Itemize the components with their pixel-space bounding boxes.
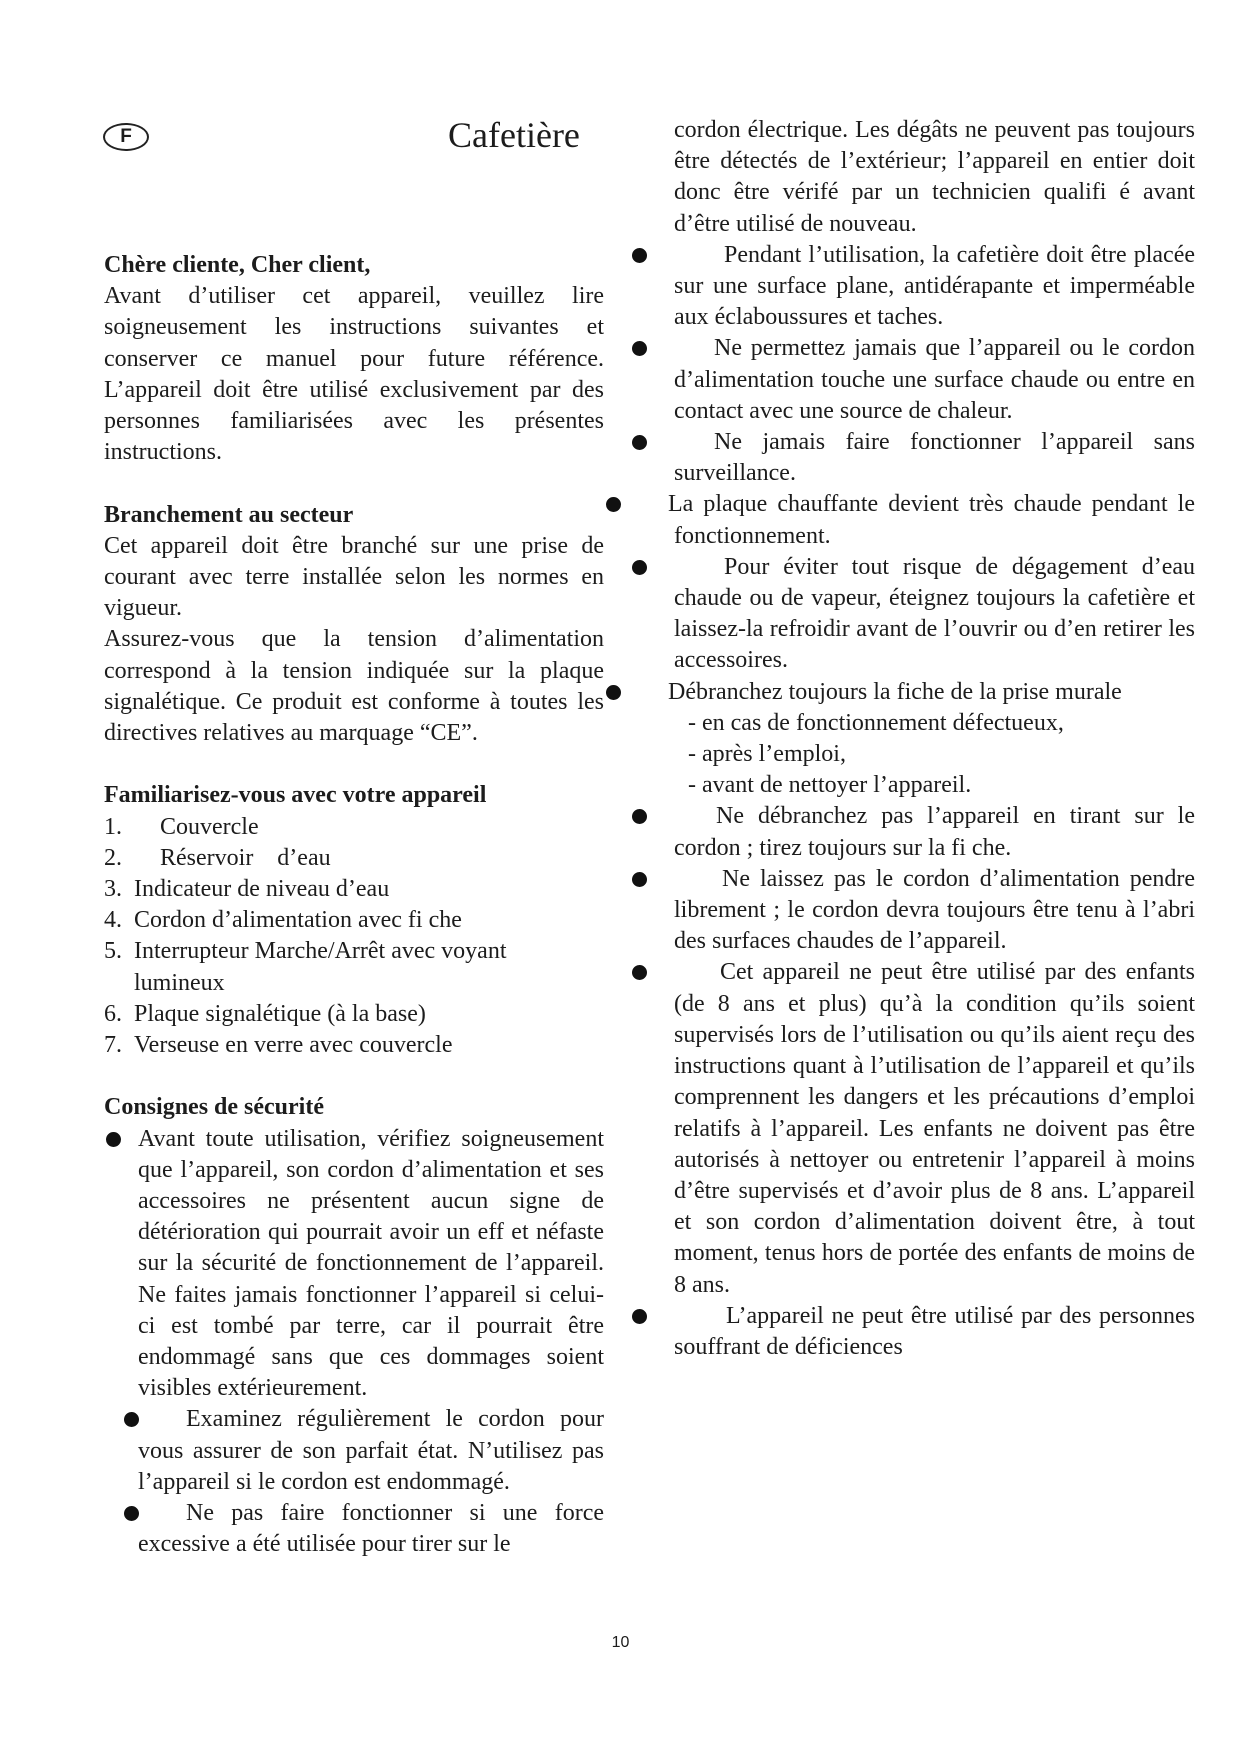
- sub-item: - avant de nettoyer l’appareil.: [688, 772, 972, 799]
- list-item: 6. Plaque signalétique (à la base): [104, 1000, 426, 1027]
- safety-bullet-8: Pour éviter tout risque de dégagement d’eau chaude ou de vapeur, éteignez toujours la cafetière et laissez-la refroidir avant de l’ouvrir ou d’en retirer les accessoires.: [650, 552, 1195, 677]
- bullet-icon: [632, 248, 647, 263]
- sub-item: - après l’emploi,: [688, 741, 846, 768]
- list-item: 3. Indicateur de niveau d’eau: [104, 876, 390, 903]
- safety-bullet-2: Examinez régulièrement le cordon pour vous assurer de son parfait état. N’utilisez pas l’appareil si le cordon est endommagé.: [104, 1404, 604, 1498]
- list-item: 4. Cordon d’alimentation avec fi che: [104, 907, 462, 934]
- safety-bullet-3: Ne pas faire fonctionner si une force excessive a été utilisée pour tirer sur le: [104, 1498, 604, 1560]
- safety-bullet-7: La plaque chauffante devient très chaude pendant le fonctionnement.: [650, 489, 1195, 551]
- bullet-icon: [632, 965, 647, 980]
- bullet-icon: [632, 872, 647, 887]
- list-item: 5. Interrupteur Marche/Arrêt avec voyant lumineux: [104, 938, 507, 996]
- greeting-text: Avant d’utiliser cet appareil, veuillez lire soigneusement les instructions suivantes et conserver ce manuel pour future référence. L’appareil doit être utilisé exclusivement par des personnes familiarisées avec les présentes instructions.: [104, 283, 604, 466]
- bullet-icon: [606, 685, 621, 700]
- safety-bullet-1: Avant toute utilisation, vérifiez soigneusement que l’appareil, son cordon d’alimentation et ses accessoires ne présentent aucun signe de détérioration qui pourrait avoir un eff et néfaste sur la sécurité de fonctionnement de l’appareil. Ne faites jamais fonctionner l’appareil si celui-ci est tombé par terre, car il pourrait être endommagé sans que ces dommages soient visibles extérieurement.: [104, 1124, 604, 1405]
- greeting-heading: Chère cliente, Cher client,: [104, 252, 371, 278]
- language-badge: F: [103, 123, 149, 151]
- sub-item: - en cas de fonctionnement défectueux,: [688, 709, 1064, 736]
- page-title: Cafetière: [448, 115, 580, 155]
- safety-bullet-6: Ne jamais faire fonctionner l’appareil sans surveillance.: [650, 427, 1195, 489]
- left-column: [104, 250, 604, 1560]
- parts-heading: Familiarisez-vous avec votre appareil: [104, 782, 487, 809]
- list-item: 7. Verseuse en verre avec couvercle: [104, 1032, 453, 1059]
- bullet-icon: [632, 341, 647, 356]
- mains-text-1: Cet appareil doit être branché sur une prise de courant avec terre installée selon les normes en vigueur.: [104, 532, 604, 622]
- bullet-icon: [632, 560, 647, 575]
- continued-text: cordon électrique. Les dégâts ne peuvent pas toujours être détectés de l’extérieur; l’appareil en entier doit donc être vérifé par un technicien qualifi é avant d’être utilisé de nouveau.: [674, 117, 1195, 237]
- bullet-icon: [106, 1132, 121, 1147]
- safety-bullet-13: L’appareil ne peut être utilisé par des personnes souffrant de déficiences: [650, 1301, 1195, 1363]
- bullet-icon: [124, 1506, 139, 1521]
- list-item: 2. Réservoir d’eau: [104, 844, 331, 871]
- safety-heading: Consignes de sécurité: [104, 1094, 324, 1121]
- safety-bullet-10: Ne débranchez pas l’appareil en tirant sur le cordon ; tirez toujours sur la fi che.: [650, 801, 1195, 863]
- page-number: 10: [611, 1634, 630, 1651]
- safety-bullet-9: Débranchez toujours la fiche de la prise murale: [650, 677, 1195, 708]
- list-item: 1. Couvercle: [104, 813, 259, 840]
- bullet-icon: [606, 497, 621, 512]
- safety-bullet-5: Ne permettez jamais que l’appareil ou le cordon d’alimentation touche une surface chaude ou entre en contact avec une source de chaleur.: [650, 333, 1195, 427]
- mains-text-2: Assurez-vous que la tension d’alimentation correspond à la tension indiquée sur la plaque signalétique. Ce produit est conforme à toutes les directives relatives au marquage “CE”.: [104, 626, 604, 747]
- safety-bullet-12: Cet appareil ne peut être utilisé par des enfants (de 8 ans et plus) qu’à la condition qu’ils soient supervisés lors de l’utilisation ou qu’ils aient reçu des instructions quant à l’utilisation de l’appareil et qu’ils comprennent les dangers et les précautions d’emploi relatifs à l’appareil. Les enfants ne doivent pas être autorisés à nettoyer ou entretenir l’appareil à moins d’être supervisés et d’avoir plus de 8 ans. L’appareil et son cordon d’alimentation doivent être, à tout moment, tenus hors de portée des enfants de moins de 8 ans.: [650, 957, 1195, 1300]
- bullet-icon: [632, 809, 647, 824]
- right-column: [650, 115, 1195, 1363]
- bullet-icon: [632, 435, 647, 450]
- bullet-icon: [124, 1412, 139, 1427]
- mains-heading: Branchement au secteur: [104, 501, 354, 528]
- bullet-icon: [632, 1309, 647, 1324]
- safety-bullet-4: Pendant l’utilisation, la cafetière doit être placée sur une surface plane, antidérapante et imperméable aux éclaboussures et taches.: [650, 240, 1195, 334]
- safety-bullet-11: Ne laissez pas le cordon d’alimentation pendre librement ; le cordon devra toujours être tenu à l’abri des surfaces chaudes de l’appareil.: [650, 864, 1195, 958]
- parts-list: [104, 812, 604, 1062]
